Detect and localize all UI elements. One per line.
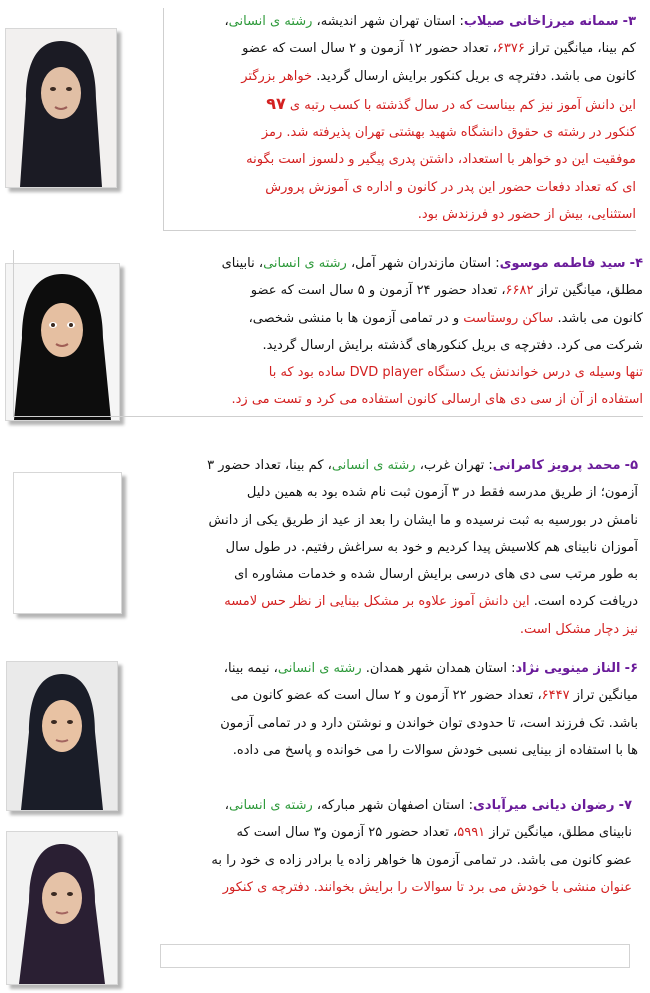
photo-rezvan-dayani [6, 831, 118, 985]
text-line [160, 737, 638, 764]
text-segment: استان تهران شهر اندیشه، [312, 14, 456, 29]
text-segment: ساکن روستاست [463, 310, 554, 326]
student-name: الناز مینویی نژاد [515, 661, 621, 676]
text-segment: ، تعداد حضور ۲۲ آزمون و ۲ سال است که عضو کانون می [230, 688, 542, 704]
text-line [160, 561, 638, 588]
text-line: ۵- محمد پرویز کامرانی: تهران غرب، رشته ی انسانی، کم بینا، تعداد حضور ۳ [207, 458, 638, 473]
text-segment: ، نیمه بینا، [223, 661, 278, 676]
rank-number: ۹۷ [266, 93, 286, 113]
text-segment: ، نابینای [221, 256, 264, 271]
photo-placeholder [13, 472, 122, 614]
text-segment: میانگین تراز [569, 688, 638, 704]
text-segment: کانون می باشد. دفترچه ی بریل کنکور برایش ارسال گردید. [312, 68, 636, 84]
text-segment: تنها وسیله ی درس خواندنش یک دستگاه DVD player ساده بود که با [268, 365, 643, 381]
text-line [160, 682, 638, 709]
portrait-image [7, 832, 117, 984]
text-segment: آزمون؛ از طریق مدرسه فقط در ۳ آزمون ثبت نام شده بود به همین دلیل [246, 485, 638, 501]
text-segment: مطلق، میانگین تراز [533, 283, 643, 299]
text-line [160, 479, 638, 506]
entry-4 [13, 250, 643, 417]
text-line: ۶- الناز مینویی نژاد: استان همدان شهر همدان. رشته ی انسانی، نیمه بینا، [223, 661, 638, 676]
entry-5 [160, 452, 638, 643]
student-name: محمد پرویز کامرانی [492, 458, 621, 473]
text-line [20, 332, 643, 359]
student-name: سید فاطمه موسوی [499, 256, 626, 271]
empty-text-box [160, 944, 630, 968]
field-of-study: رشته ی انسانی [277, 661, 362, 676]
text-segment: ها با استفاده از بینایی نسبی خودش سوالات را می خوانده و پاسخ می داده. [232, 742, 638, 758]
text-line [20, 359, 643, 386]
entry-number: ۳- [622, 14, 636, 29]
text-line [160, 819, 632, 846]
text-line [160, 588, 638, 615]
text-line [160, 847, 632, 874]
text-line [20, 386, 643, 413]
text-segment: نابینای مطلق، میانگین تراز [485, 825, 632, 841]
text-segment: استان همدان شهر همدان. [361, 661, 507, 676]
text-line: ۷- رضوان دیانی میرآبادی: استان اصفهان شهر مبارکه، رشته ی انسانی، [224, 798, 632, 813]
text-segment: ، کم بینا، تعداد حضور ۳ [207, 458, 332, 473]
field-of-study: رشته ی انسانی [228, 14, 313, 29]
text-segment: کم بینا، میانگین تراز [524, 41, 636, 57]
text-segment: ، تعداد حضور ۱۲ آزمون و ۲ سال است که عضو [242, 41, 497, 57]
photo-elnaz-minouie [6, 661, 118, 811]
text-segment: ، تعداد حضور ۲۵ آزمون و۳ سال است که [236, 825, 458, 841]
text-segment: ۶۴۴۷ [541, 688, 570, 704]
text-segment: کنکور در رشته ی حقوق دانشگاه شهید بهشتی تهران پذیرفته شد. رمز [261, 125, 636, 141]
portrait-image [7, 662, 117, 810]
text-line: ۳- سمانه میرزاخانی صیلاب: استان تهران شهر اندیشه، رشته ی انسانی، [224, 14, 636, 29]
text-segment: نامش در بورسیه به ثبت نرسیده و ما ایشان را بعد از عید از طریق یکی از دانش [208, 512, 638, 528]
text-segment: باشد. تک فرزند است، تا حدودی توان خواندن و نوشتن دارد و در تمامی آزمون [220, 715, 638, 731]
entry-number: ۴- [629, 256, 643, 271]
text-line [160, 534, 638, 561]
student-name: سمانه میرزاخانی صیلاب [463, 14, 619, 29]
text-segment: استان مازندران شهر آمل، [346, 256, 492, 271]
text-segment: دریافت کرده است. [529, 594, 638, 610]
entry-number: ۷- [618, 798, 632, 813]
text-segment: خواهر بزرگتر [241, 68, 313, 84]
text-segment: این دانش آموز علاوه بر مشکل بینایی از نظر حس لامسه [224, 594, 530, 610]
text-segment: ای که تعداد دفعات حضور این پدر در کانون و اداره ی آموزش پرورش [265, 179, 636, 195]
text-segment: این دانش آموز نیز کم بیناست که در سال گذشته با کسب رتبه ی [285, 97, 636, 113]
text-segment: تهران غرب، [415, 458, 485, 473]
text-segment: استثنایی، بیش از حضور دو فرزندش بود. [417, 207, 636, 223]
text-segment: ، تعداد حضور ۲۴ آزمون و ۵ سال است که عضو [250, 283, 506, 299]
text-segment: عنوان منشی با خودش می برد تا سوالات را برایش بخوانند. دفترچه ی کنکور [222, 879, 632, 895]
entry-3 [163, 8, 636, 231]
text-segment: ۶۳۷۶ [496, 41, 525, 57]
entry-7 [160, 792, 632, 901]
text-line [168, 146, 636, 173]
text-segment: استان اصفهان شهر مبارکه، [312, 798, 465, 813]
text-segment: و در تمامی آزمون ها با منشی شخصی، [248, 310, 464, 326]
text-segment: نیز دچار مشکل است. [519, 621, 638, 637]
portrait-image [6, 29, 116, 187]
text-segment: به طور مرتب سی دی های درسی برایش ارسال شده و خدمات مشاوره ای [234, 567, 638, 583]
text-line: ۴- سید فاطمه موسوی: استان مازندران شهر آمل، رشته ی انسانی، نابینای [221, 256, 643, 271]
text-segment: کانون می باشد. [553, 310, 643, 326]
text-line [168, 119, 636, 146]
text-segment: ، [224, 798, 229, 813]
text-line [160, 507, 638, 534]
text-line [20, 277, 643, 304]
text-segment: شرکت می کرد. دفترچه ی بریل کنکورهای گذشته برایش ارسال گردید. [262, 337, 643, 353]
text-line [160, 874, 632, 901]
text-segment: موفقیت این دو خواهر با استعداد، داشتن پدری پیگیر و دلسوز است بگونه [246, 152, 636, 168]
text-line [168, 201, 636, 228]
photo-samaneh-mirzakhani [5, 28, 117, 188]
text-line [168, 35, 636, 62]
text-line [20, 305, 643, 332]
text-segment: ۵۹۹۱ [457, 825, 486, 841]
entry-number: ۶- [624, 661, 638, 676]
text-segment: ۶۶۸۲ [505, 283, 534, 299]
text-line [168, 174, 636, 201]
text-segment: استفاده از آن از سی دی های ارسالی کانون استفاده می کرد و تست می زد. [231, 392, 643, 408]
text-segment: آموزان نابینای هم کلاسیش پیدا کردیم و خود به سراغش رفتیم. در طول سال [225, 539, 638, 555]
entry-6 [160, 655, 638, 764]
text-line [168, 90, 636, 119]
text-segment: عضو کانون می باشد. در تمامی آزمون ها خواهر زاده یا برادر زاده ی خود را به [211, 852, 632, 868]
field-of-study: رشته ی انسانی [263, 256, 347, 271]
field-of-study: رشته ی انسانی [229, 798, 313, 813]
field-of-study: رشته ی انسانی [331, 458, 416, 473]
student-name: رضوان دیانی میرآبادی [473, 798, 615, 813]
text-segment: ، [224, 14, 229, 29]
entry-number: ۵- [624, 458, 638, 473]
text-line [168, 63, 636, 90]
text-line [160, 616, 638, 643]
text-line [160, 710, 638, 737]
